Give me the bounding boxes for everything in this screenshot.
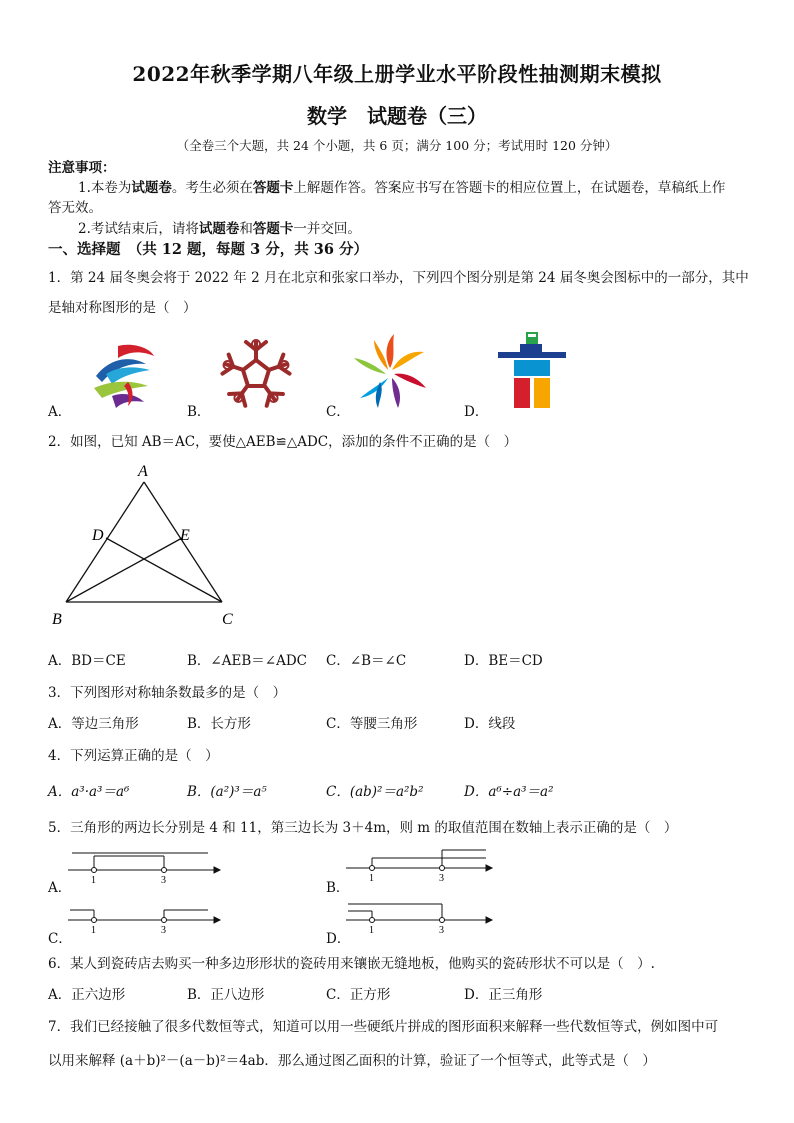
- vertex-e-label: E: [180, 527, 190, 544]
- exam-subtitle: 数学 试题卷（三）: [307, 104, 487, 128]
- olympic-ribbon-icon: [88, 340, 158, 410]
- olympic-inukshuk-icon: [496, 330, 568, 412]
- notice-line-1-cont: 答无效。: [48, 200, 102, 216]
- q1-text-line-1: 1．第 24 届冬奥会将于 2022 年 2 月在北京和张家口举办，下列四个图分别是第 24 届冬奥会图标中的一部分，其中: [48, 270, 749, 286]
- q6-option-b: B．正八边形: [187, 987, 265, 1003]
- number-line-c: [68, 898, 223, 934]
- q2-option-b: B．∠AEB＝∠ADC: [187, 653, 307, 669]
- tick-3-label: 3: [161, 925, 166, 934]
- tick-1-label: 1: [369, 925, 374, 934]
- vertex-c-label: C: [222, 611, 233, 628]
- notice-heading: 注意事项：: [48, 160, 116, 176]
- q1-text-line-2: 是轴对称图形的是（ ）: [48, 300, 197, 316]
- q1-option-b-label: B．: [187, 404, 211, 420]
- q6-option-d: D．正三角形: [464, 987, 543, 1003]
- q4-text: 4．下列运算正确的是（ ）: [48, 748, 219, 764]
- q6-text: 6．某人到瓷砖店去购买一种多边形形状的瓷砖用来镶嵌无缝地板，他购买的瓷砖形状不可以是（ ）.: [48, 956, 655, 972]
- q5-option-a-label: A．: [48, 880, 72, 896]
- tick-3-label: 3: [439, 873, 444, 882]
- tick-1-label: 1: [91, 875, 96, 884]
- tick-1-label: 1: [91, 925, 96, 934]
- number-line-d: [346, 898, 496, 934]
- olympic-petals-icon: [350, 332, 430, 412]
- olympic-snowflake-icon: [218, 336, 294, 412]
- q6-option-a: A．正六边形: [48, 987, 126, 1003]
- tick-3-label: 3: [161, 875, 166, 884]
- q3-option-b: B．长方形: [187, 716, 251, 732]
- q3-text: 3．下列图形对称轴条数最多的是（ ）: [48, 685, 287, 701]
- tick-1-label: 1: [369, 873, 374, 882]
- q7-text-line-2: 以用来解释 (a＋b)²－(a－b)²＝4ab．那么通过图乙面积的计算，验证了一个恒等式，此等式是（ ）: [48, 1053, 656, 1069]
- q3-option-c: C．等腰三角形: [326, 716, 418, 732]
- q1-option-c-label: C．: [326, 404, 350, 420]
- q4-option-c: C．(ab)²＝a²b²: [326, 784, 424, 800]
- q2-option-a: A．BD＝CE: [48, 653, 126, 669]
- q2-option-c: C．∠B＝∠C: [326, 653, 407, 669]
- q5-option-c-label: C．: [48, 931, 72, 947]
- section-1-heading: 一、选择题 （共 12 题，每题 3 分，共 36 分）: [48, 241, 368, 258]
- q4-option-d: D．a⁶÷a³＝a²: [464, 784, 554, 800]
- q3-option-d: D．线段: [464, 716, 516, 732]
- q4-option-b: B．(a²)³＝a⁵: [187, 784, 267, 800]
- exam-info: （全卷三个大题，共 24 个小题，共 6 页；满分 100 分；考试用时 120 分钟）: [176, 138, 618, 153]
- q2-option-d: D．BE＝CD: [464, 653, 543, 669]
- q5-option-d-label: D．: [326, 931, 351, 947]
- notice-line-1: 1.本卷为试题卷。考生必须在答题卡上解题作答。答案应书写在答题卡的相应位置上，在试题卷，草稿纸上作: [78, 180, 726, 196]
- q2-text: 2．如图，已知 AB＝AC，要使△AEB≌△ADC，添加的条件不正确的是（ ）: [48, 434, 518, 450]
- q3-option-a: A．等边三角形: [48, 716, 139, 732]
- tick-3-label: 3: [439, 925, 444, 934]
- q1-option-a-label: A．: [48, 404, 72, 420]
- q6-option-c: C．正方形: [326, 987, 391, 1003]
- vertex-b-label: B: [52, 611, 62, 628]
- number-line-a: [68, 848, 223, 884]
- q1-option-d-label: D．: [464, 404, 489, 420]
- q4-option-a: A．a³·a³＝a⁶: [48, 784, 130, 800]
- exam-title: 2022年秋季学期八年级上册学业水平阶段性抽测期末模拟: [132, 62, 662, 86]
- number-line-b: [346, 846, 496, 882]
- vertex-a-label: A: [138, 463, 148, 480]
- vertex-d-label: D: [92, 527, 104, 544]
- triangle-figure: [48, 460, 248, 630]
- q5-option-b-label: B．: [326, 880, 350, 896]
- notice-line-2: 2.考试结束后，请将试题卷和答题卡一并交回。: [78, 221, 361, 237]
- q7-text-line-1: 7．我们已经接触了很多代数恒等式，知道可以用一些硬纸片拼成的图形面积来解释一些代数恒等式，例如图中可: [48, 1019, 719, 1035]
- q5-text: 5．三角形的两边长分别是 4 和 11，第三边长为 3＋4m，则 m 的取值范围在数轴上表示正确的是（ ）: [48, 820, 678, 836]
